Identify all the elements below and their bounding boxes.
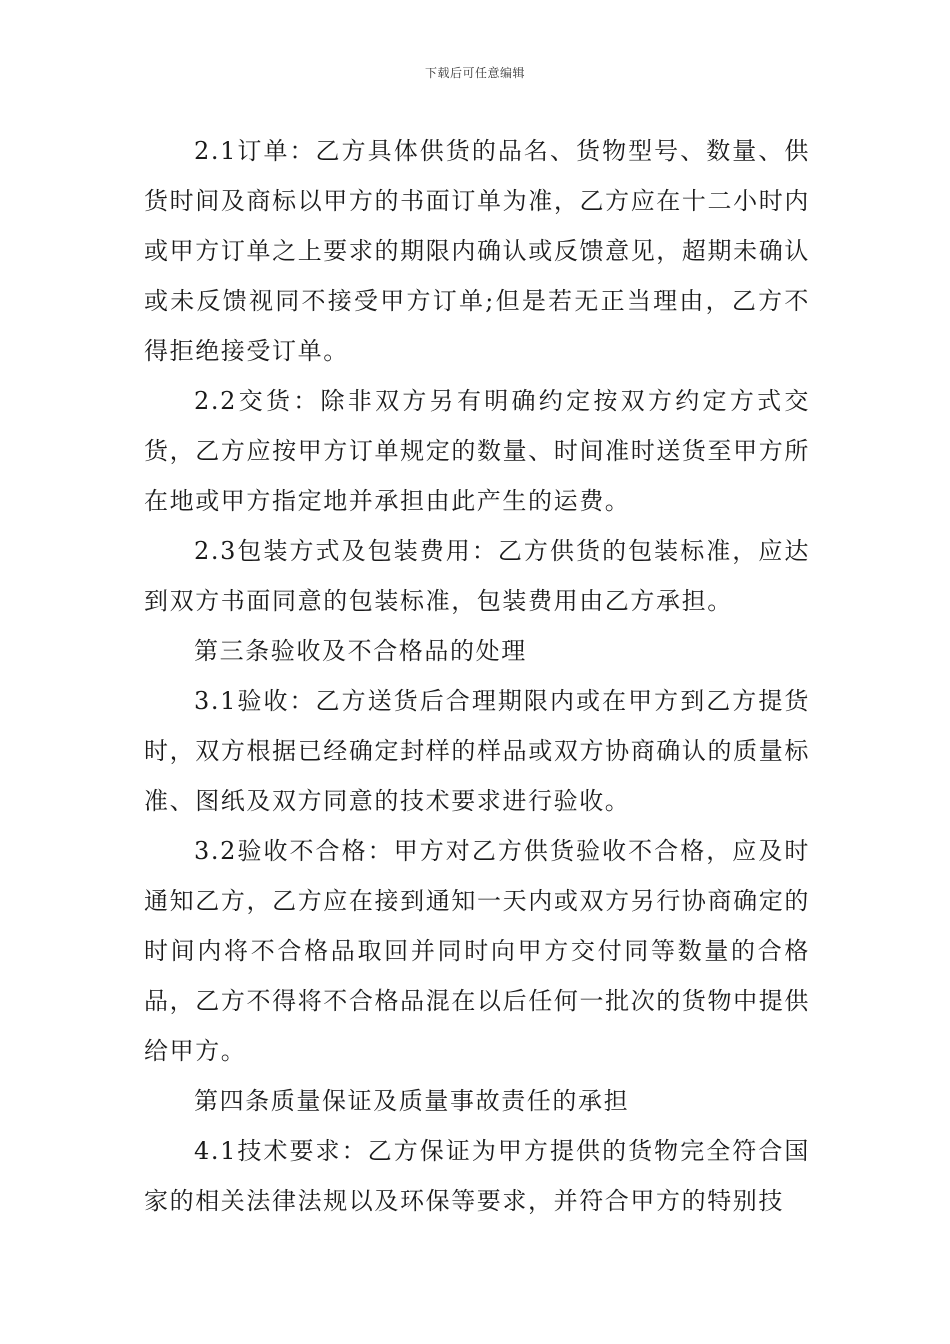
document-body bbox=[144, 126, 810, 1226]
paragraph-4-1-technical: 4.1技术要求：乙方保证为甲方提供的货物完全符合国家的相关法律法规以及环保等要求，并符合甲方的特别技 bbox=[144, 1137, 810, 1215]
paragraph-2-3-packaging: 2.3包装方式及包装费用：乙方供货的包装标准，应达到双方书面同意的包装标准，包装费用由乙方承担。 bbox=[144, 537, 810, 615]
section-heading-article-3: 第三条验收及不合格品的处理 bbox=[194, 637, 527, 665]
paragraph-3-2-rejection: 3.2验收不合格：甲方对乙方供货验收不合格，应及时通知乙方，乙方应在接到通知一天内或双方另行协商确定的时间内将不合格品取回并同时向甲方交付同等数量的合格品，乙方不得将不合格品混在以后任何一批次的货物中提供给甲方。 bbox=[144, 837, 810, 1065]
header-note: 下载后可任意编辑 bbox=[424, 66, 525, 80]
section-heading-article-4: 第四条质量保证及质量事故责任的承担 bbox=[194, 1087, 630, 1115]
paragraph-3-1-acceptance: 3.1验收：乙方送货后合理期限内或在甲方到乙方提货时，双方根据已经确定封样的样品或双方协商确认的质量标准、图纸及双方同意的技术要求进行验收。 bbox=[144, 687, 810, 815]
paragraph-2-1-order: 2.1订单：乙方具体供货的品名、货物型号、数量、供货时间及商标以甲方的书面订单为准，乙方应在十二小时内或甲方订单之上要求的期限内确认或反馈意见，超期未确认或未反馈视同不接受甲方订单;但是若无正当理由，乙方不得拒绝接受订单。 bbox=[144, 137, 810, 365]
paragraph-2-2-delivery: 2.2交货：除非双方另有明确约定按双方约定方式交货，乙方应按甲方订单规定的数量、时间准时送货至甲方所在地或甲方指定地并承担由此产生的运费。 bbox=[144, 387, 810, 515]
